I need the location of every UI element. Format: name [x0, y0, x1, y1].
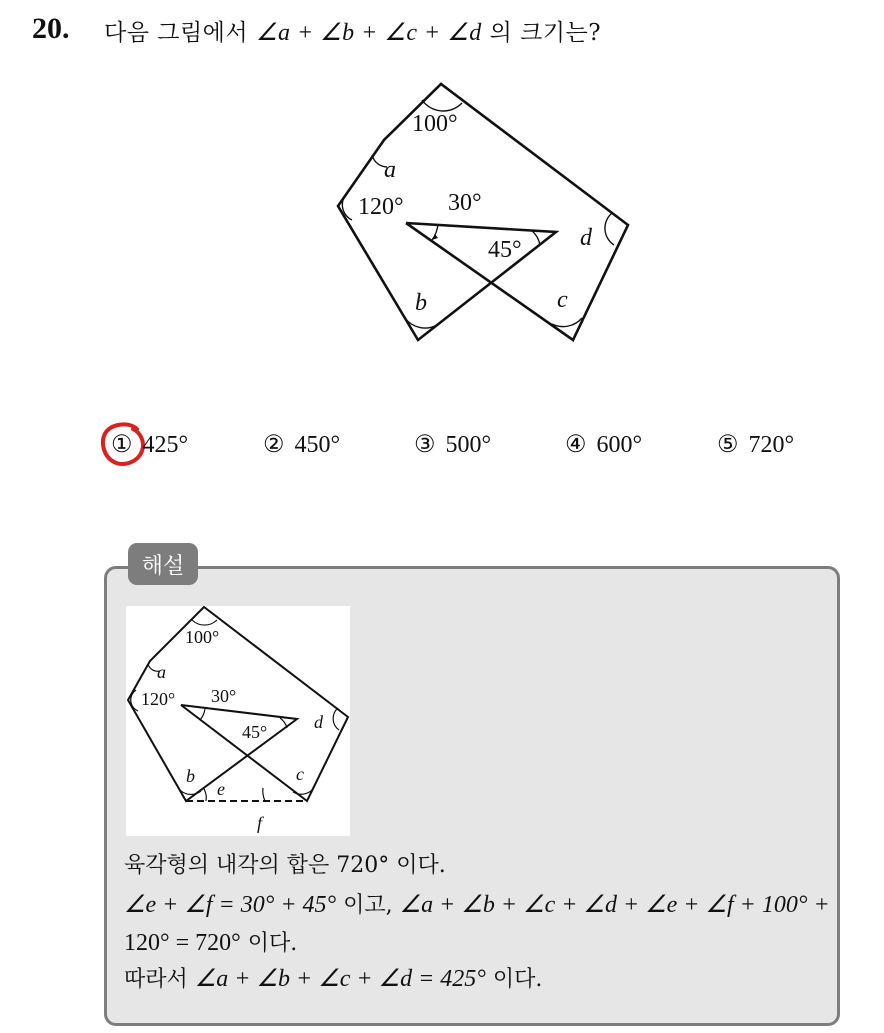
solution-line-2 — [124, 888, 830, 919]
solution-figure — [126, 606, 350, 836]
choice-4-marker: ④ — [565, 432, 587, 458]
sol-label-30: 30° — [211, 686, 237, 706]
solution-line-2-sum: ∠a + ∠b + ∠c + ∠d + ∠e + ∠f + 100° + — [399, 892, 830, 918]
choice-3-value: 500° — [445, 432, 492, 458]
question-expression: ∠a + ∠b + ∠c + ∠d — [255, 20, 482, 46]
choice-2[interactable] — [263, 430, 340, 459]
choice-1-marker: ① — [111, 432, 133, 458]
solution-line-3-word: 이다. — [247, 931, 298, 956]
question-text-before: 다음 그림에서 — [104, 20, 249, 46]
choice-5-value: 720° — [748, 432, 795, 458]
label-b: b — [415, 290, 427, 316]
solution-tag: 해설 — [128, 543, 198, 585]
label-100: 100° — [412, 111, 458, 137]
sol-label-a: a — [157, 662, 166, 682]
solution-line-2-expr: ∠e + ∠f = 30° + 45° — [124, 892, 337, 918]
sol-label-120: 120° — [141, 689, 176, 709]
sol-label-e: e — [217, 779, 225, 799]
solution-line-4-expr: ∠a + ∠b + ∠c + ∠d = 425° — [194, 966, 486, 992]
choice-4-value: 600° — [596, 432, 643, 458]
choice-4[interactable] — [565, 430, 642, 459]
sol-label-f: f — [257, 813, 263, 833]
arc-c — [552, 318, 582, 327]
choice-2-marker: ② — [263, 432, 285, 458]
solution-line-4-prefix: 따라서 — [124, 967, 188, 992]
arrow-30 — [432, 234, 438, 240]
question-text — [104, 14, 601, 47]
solution-line-4-suffix: 이다. — [492, 967, 543, 992]
choice-1-value: 425° — [142, 432, 189, 458]
sol-label-45: 45° — [242, 722, 268, 742]
solution-line-2-word: 이고, — [343, 893, 393, 918]
label-120: 120° — [358, 194, 404, 220]
question-text-after: 의 크기는? — [489, 20, 602, 46]
choice-2-value: 450° — [294, 432, 341, 458]
label-45: 45° — [488, 237, 522, 263]
label-30: 30° — [448, 190, 482, 216]
solution-line-1: 육각형의 내각의 합은 720° 이다. — [124, 853, 446, 878]
choice-1[interactable] — [111, 430, 188, 459]
choice-3-marker: ③ — [414, 432, 436, 458]
solution-line-3 — [124, 926, 297, 957]
sol-label-c: c — [296, 764, 304, 784]
sol-label-d: d — [314, 712, 323, 732]
question-number: 20. — [32, 12, 70, 45]
arc-d — [605, 213, 614, 245]
choice-3[interactable] — [414, 430, 491, 459]
solution-line-4 — [124, 962, 542, 993]
question-figure — [320, 60, 640, 350]
solution-line-3-expr: 120° = 720° — [124, 930, 241, 956]
sol-label-b: b — [186, 766, 195, 786]
label-c: c — [557, 287, 568, 313]
choice-5-marker: ⑤ — [717, 432, 739, 458]
label-d: d — [580, 225, 592, 251]
label-a: a — [384, 157, 396, 183]
choice-5[interactable] — [717, 430, 794, 459]
sol-label-100: 100° — [185, 627, 220, 647]
arc-top — [422, 100, 462, 111]
